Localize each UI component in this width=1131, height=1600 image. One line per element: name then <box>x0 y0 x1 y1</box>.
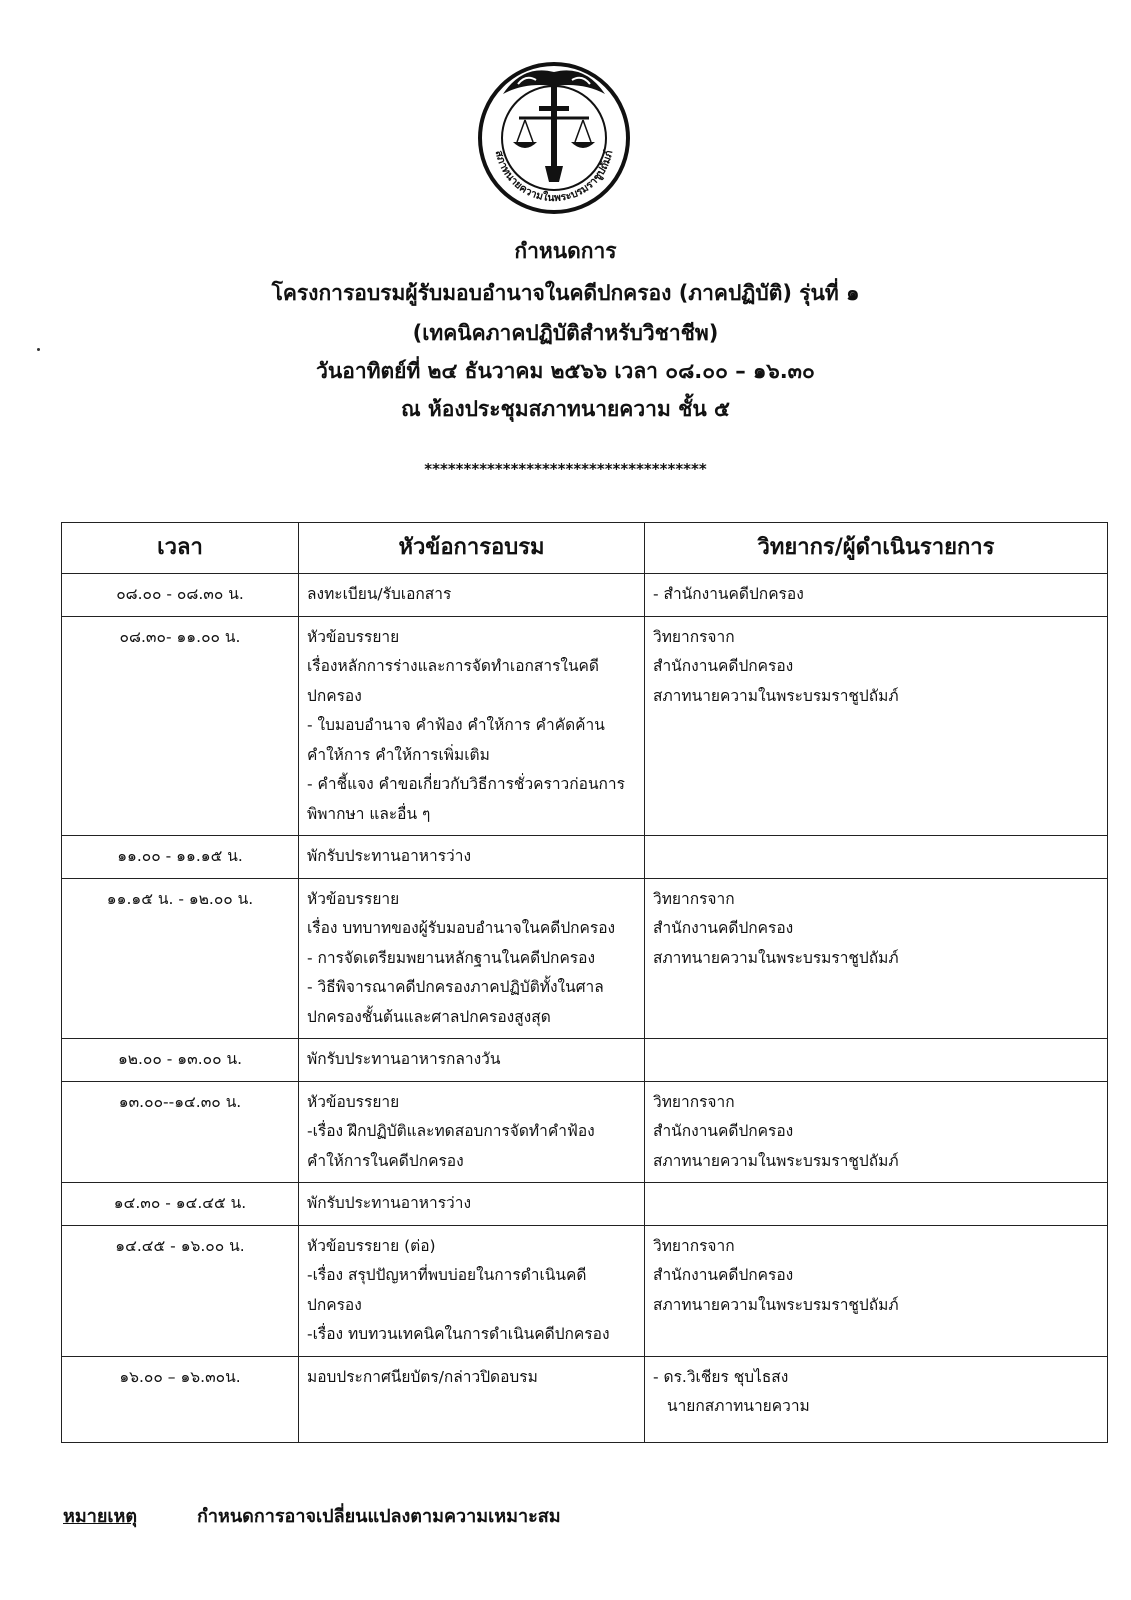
topic-line: เรื่องหลักการร่างและการจัดทำเอกสารในคดี <box>307 657 599 675</box>
topic-line: -เรื่อง ทบทวนเทคนิคในการดำเนินคดีปกครอง <box>307 1325 610 1343</box>
header-date-time: วันอาทิตย์ที่ ๒๔ ธันวาคม ๒๕๖๖ เวลา ๐๘.๐๐ – ๑๖.๓๐ <box>316 359 815 383</box>
table-row <box>62 836 1108 879</box>
row-speaker <box>645 1225 1108 1356</box>
seal-text: สภาทนายความในพระบรมราชูปถัมภ์ <box>492 149 616 205</box>
speaker-line: สำนักงานคดีปกครอง <box>653 1266 794 1284</box>
row-speaker <box>645 1081 1108 1183</box>
row-speaker <box>645 1039 1108 1082</box>
speaker-line: สำนักงานคดีปกครอง <box>653 657 794 675</box>
column-header-topic: หัวข้อการอบรม <box>299 523 645 574</box>
row-speaker <box>645 878 1108 1039</box>
header-subtitle: (เทคนิคภาคปฏิบัติสำหรับวิชาชีพ) <box>412 321 719 345</box>
scan-speck <box>37 348 40 351</box>
row-time: ๑๒.๐๐ - ๑๓.๐๐ น. <box>62 1039 299 1082</box>
note-label: หมายเหตุ <box>63 1506 138 1527</box>
topic-line: ปกครอง <box>307 686 362 705</box>
column-header-time: เวลา <box>62 523 299 574</box>
topic-line: ปกครอง <box>307 1295 362 1314</box>
lawyers-council-seal <box>473 54 635 216</box>
topic-line: เรื่อง บทบาทของผู้รับมอบอำนาจในคดีปกครอง <box>307 919 616 937</box>
schedule-table <box>61 522 1108 1443</box>
topic-line: พักรับประทานอาหารว่าง <box>307 1194 472 1212</box>
row-topic <box>299 616 645 836</box>
row-topic <box>299 1081 645 1183</box>
row-speaker <box>645 574 1108 617</box>
speaker-line: นายกสภาทนายความ <box>667 1397 810 1415</box>
table-row <box>62 1081 1108 1183</box>
topic-line: -เรื่อง ฝึกปฏิบัติและทดสอบการจัดทำคำฟ้อง <box>307 1122 595 1140</box>
topic-line: หัวข้อบรรยาย <box>307 889 400 908</box>
speaker-line: สภาทนายความในพระบรมราชูปถัมภ์ <box>653 1295 899 1314</box>
header-project: โครงการอบรมผู้รับมอบอำนาจในคดีปกครอง (ภาคปฏิบัติ) รุ่นที่ ๑ <box>271 281 860 305</box>
note-text: กำหนดการอาจเปลี่ยนแปลงตามความเหมาะสม <box>197 1506 561 1527</box>
speaker-line: สภาทนายความในพระบรมราชูปถัมภ์ <box>653 948 899 967</box>
row-time: ๑๔.๔๕ - ๑๖.๐๐ น. <box>62 1225 299 1356</box>
table-row <box>62 1183 1108 1226</box>
row-topic <box>299 878 645 1039</box>
topic-line: - วิธีพิจารณาคดีปกครองภาคปฏิบัติทั้งในศาล <box>307 978 604 996</box>
topic-line: หัวข้อบรรยาย <box>307 1092 400 1111</box>
speaker-line: วิทยากรจาก <box>653 889 735 908</box>
speaker-line: วิทยากรจาก <box>653 1236 735 1255</box>
topic-line: มอบประกาศนียบัตร/กล่าวปิดอบรม <box>307 1367 538 1386</box>
row-speaker <box>645 836 1108 879</box>
table-row <box>62 878 1108 1039</box>
table-header-row <box>62 523 1108 574</box>
topic-line: พิพากษา และอื่น ๆ <box>307 804 431 823</box>
row-time: ๑๖.๐๐ – ๑๖.๓๐น. <box>62 1356 299 1442</box>
speaker-line: - สำนักงานคดีปกครอง <box>653 585 804 603</box>
table-row <box>62 616 1108 836</box>
schedule-body <box>62 574 1108 1443</box>
speaker-line: วิทยากรจาก <box>653 1092 735 1111</box>
speaker-line: สภาทนายความในพระบรมราชูปถัมภ์ <box>653 686 899 705</box>
row-topic <box>299 836 645 879</box>
speaker-line: - ดร.วิเชียร ชุบไธสง <box>653 1367 789 1386</box>
topic-line: พักรับประทานอาหารว่าง <box>307 847 472 865</box>
row-speaker <box>645 1183 1108 1226</box>
topic-line: - การจัดเตรียมพยานหลักฐานในคดีปกครอง <box>307 948 596 967</box>
header-venue: ณ ห้องประชุมสภาทนายความ ชั้น ๕ <box>401 397 730 421</box>
topic-line: -เรื่อง สรุปปัญหาที่พบบ่อยในการดำเนินคดี <box>307 1266 587 1284</box>
row-topic <box>299 1356 645 1442</box>
row-time: ๑๓.๐๐--๑๔.๓๐ น. <box>62 1081 299 1183</box>
topic-line: หัวข้อบรรยาย <box>307 627 400 646</box>
topic-line: คำให้การในคดีปกครอง <box>307 1151 464 1170</box>
row-topic <box>299 1039 645 1082</box>
table-row <box>62 1039 1108 1082</box>
row-time: ๑๔.๓๐ - ๑๔.๔๕ น. <box>62 1183 299 1226</box>
row-time: ๐๘.๐๐ - ๐๘.๓๐ น. <box>62 574 299 617</box>
column-header-speaker: วิทยากร/ผู้ดำเนินรายการ <box>645 523 1108 574</box>
speaker-line: สำนักงานคดีปกครอง <box>653 1122 794 1140</box>
table-row <box>62 574 1108 617</box>
table-row <box>62 1356 1108 1442</box>
speaker-line: สภาทนายความในพระบรมราชูปถัมภ์ <box>653 1151 899 1170</box>
header-divider: ************************************ <box>424 460 707 478</box>
topic-line: ลงทะเบียน/รับเอกสาร <box>307 585 452 603</box>
table-row <box>62 1225 1108 1356</box>
row-topic <box>299 1183 645 1226</box>
topic-line: คำให้การ คำให้การเพิ่มเติม <box>307 745 490 764</box>
topic-line: ปกครองชั้นต้นและศาลปกครองสูงสุด <box>307 1007 551 1026</box>
row-topic <box>299 1225 645 1356</box>
row-time: ๑๑.๑๕ น. - ๑๒.๐๐ น. <box>62 878 299 1039</box>
topic-line: พักรับประทานอาหารกลางวัน <box>307 1050 501 1068</box>
topic-line: - คำชี้แจง คำขอเกี่ยวกับวิธีการชั่วคราวก่อนการ <box>307 775 625 793</box>
header-title: กำหนดการ <box>514 239 617 263</box>
speaker-line: สำนักงานคดีปกครอง <box>653 919 794 937</box>
row-time: ๑๑.๐๐ - ๑๑.๑๕ น. <box>62 836 299 879</box>
speaker-line: วิทยากรจาก <box>653 627 735 646</box>
row-topic <box>299 574 645 617</box>
topic-line: หัวข้อบรรยาย (ต่อ) <box>307 1236 436 1255</box>
row-time: ๐๘.๓๐- ๑๑.๐๐ น. <box>62 616 299 836</box>
row-speaker <box>645 1356 1108 1442</box>
topic-line: - ใบมอบอำนาจ คำฟ้อง คำให้การ คำคัดค้าน <box>307 716 605 734</box>
row-speaker <box>645 616 1108 836</box>
